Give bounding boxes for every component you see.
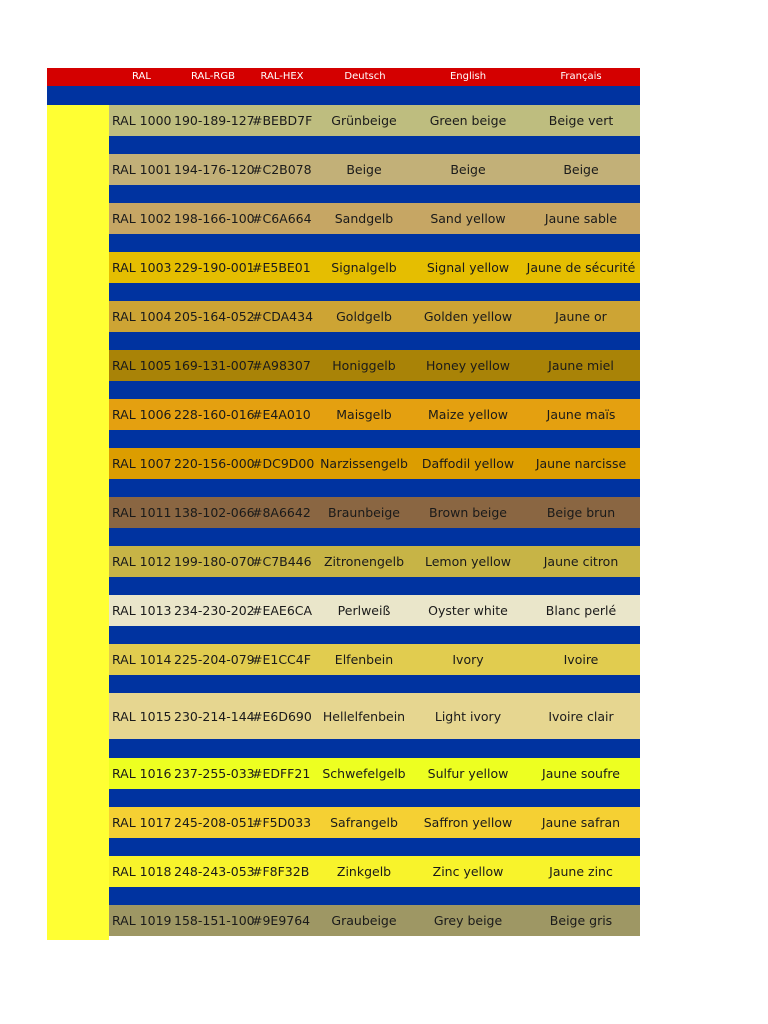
table-row xyxy=(109,693,640,739)
cell-english: Sulfur yellow xyxy=(427,766,509,781)
cell-francais: Jaune narcisse xyxy=(535,456,627,471)
cell-deutsch: Goldgelb xyxy=(336,309,392,324)
cell-english: Lemon yellow xyxy=(424,554,512,569)
cell-rgb: 169-131-007 xyxy=(174,358,255,373)
separator-band xyxy=(109,675,640,693)
cell-deutsch: Graubeige xyxy=(331,913,397,928)
cell-deutsch: Sandgelb xyxy=(334,211,394,226)
cell-ral: RAL 1012 xyxy=(112,554,172,569)
cell-francais: Jaune soufre xyxy=(542,766,620,781)
cell-hex: #E5BE01 xyxy=(252,260,311,275)
cell-english: Brown beige xyxy=(429,505,507,520)
cell-rgb: 198-166-100 xyxy=(174,211,255,226)
header-hex: RAL-HEX xyxy=(260,71,304,82)
cell-english: Saffron yellow xyxy=(423,815,513,830)
separator-band xyxy=(109,887,640,905)
cell-hex: #EDFF21 xyxy=(252,766,311,781)
cell-ral: RAL 1003 xyxy=(112,260,172,275)
separator-band xyxy=(47,86,640,105)
cell-ral: RAL 1013 xyxy=(112,603,172,618)
cell-rgb: 228-160-016 xyxy=(174,407,255,422)
cell-ral: RAL 1007 xyxy=(112,456,172,471)
cell-francais: Beige xyxy=(563,162,599,177)
cell-deutsch: Perlweiß xyxy=(337,603,391,618)
table-row xyxy=(109,399,640,430)
cell-ral: RAL 1014 xyxy=(112,652,172,667)
cell-ral: RAL 1019 xyxy=(112,913,172,928)
cell-rgb: 194-176-120 xyxy=(174,162,255,177)
cell-ral: RAL 1015 xyxy=(112,708,172,724)
table-row xyxy=(109,546,640,577)
cell-francais: Beige brun xyxy=(546,505,616,520)
cell-ral: RAL 1016 xyxy=(112,766,172,781)
header-francais: Français xyxy=(560,71,602,82)
cell-deutsch: Elfenbein xyxy=(334,652,394,667)
separator-band xyxy=(109,430,640,448)
cell-deutsch: Beige xyxy=(346,162,382,177)
table-row xyxy=(109,350,640,381)
table-row xyxy=(109,448,640,479)
header-deutsch: Deutsch xyxy=(344,71,386,82)
cell-hex: #A98307 xyxy=(252,358,311,373)
cell-english: Sand yellow xyxy=(430,211,506,226)
table-row xyxy=(109,301,640,332)
cell-francais: Jaune citron xyxy=(543,554,619,569)
cell-francais: Beige gris xyxy=(549,913,613,928)
cell-rgb: 229-190-001 xyxy=(174,260,255,275)
separator-band xyxy=(109,479,640,497)
separator-band xyxy=(109,234,640,252)
cell-english: Light ivory xyxy=(434,708,502,724)
cell-rgb: 190-189-127 xyxy=(174,113,255,128)
separator-band xyxy=(109,577,640,595)
cell-francais: Jaune miel xyxy=(548,358,614,373)
cell-hex: #8A6642 xyxy=(252,505,311,520)
cell-english: Ivory xyxy=(452,652,484,667)
cell-english: Golden yellow xyxy=(423,309,513,324)
cell-english: Oyster white xyxy=(428,603,508,618)
cell-hex: #E4A010 xyxy=(252,407,311,422)
cell-hex: #C6A664 xyxy=(252,211,312,226)
cell-english: Beige xyxy=(450,162,486,177)
header-english: English xyxy=(449,71,487,82)
cell-ral: RAL 1000 xyxy=(112,113,172,128)
separator-band xyxy=(109,381,640,399)
cell-hex: #C7B446 xyxy=(252,554,312,569)
separator-band xyxy=(109,626,640,644)
cell-english: Honey yellow xyxy=(426,358,510,373)
header-ral: RAL xyxy=(132,71,151,82)
cell-rgb: 220-156-000 xyxy=(174,456,255,471)
cell-english: Zinc yellow xyxy=(432,864,504,879)
table-row xyxy=(109,203,640,234)
cell-rgb: 158-151-100 xyxy=(174,913,255,928)
cell-deutsch: Zinkgelb xyxy=(336,864,392,879)
cell-deutsch: Hellelfenbein xyxy=(322,708,406,724)
table-row xyxy=(109,154,640,185)
cell-rgb: 230-214-144 xyxy=(174,708,255,724)
cell-francais: Beige vert xyxy=(548,113,614,128)
cell-ral: RAL 1011 xyxy=(112,505,172,520)
cell-francais: Jaune de sécurité xyxy=(526,260,636,275)
header-rgb: RAL-RGB xyxy=(191,71,235,82)
separator-band xyxy=(109,136,640,154)
cell-francais: Ivoire clair xyxy=(548,708,614,724)
cell-deutsch: Schwefelgelb xyxy=(322,766,406,781)
table-row xyxy=(109,856,640,887)
cell-deutsch: Braunbeige xyxy=(328,505,400,520)
cell-francais: Jaune sable xyxy=(544,211,618,226)
cell-english: Grey beige xyxy=(433,913,503,928)
cell-deutsch: Zitronengelb xyxy=(323,554,405,569)
cell-ral: RAL 1004 xyxy=(112,309,172,324)
cell-english: Green beige xyxy=(429,113,507,128)
cell-ral: RAL 1001 xyxy=(112,162,172,177)
cell-rgb: 199-180-070 xyxy=(174,554,255,569)
table-row xyxy=(109,758,640,789)
cell-hex: #C2B078 xyxy=(252,162,312,177)
cell-rgb: 245-208-051 xyxy=(174,815,255,830)
separator-band xyxy=(109,838,640,856)
table-row xyxy=(109,905,640,936)
separator-band xyxy=(109,739,640,758)
cell-rgb: 237-255-033 xyxy=(174,766,255,781)
table-row xyxy=(109,807,640,838)
cell-francais: Ivoire xyxy=(563,652,599,667)
cell-francais: Blanc perlé xyxy=(545,603,617,618)
cell-rgb: 225-204-079 xyxy=(174,652,255,667)
side-strip xyxy=(47,105,109,940)
cell-ral: RAL 1002 xyxy=(112,211,172,226)
cell-francais: Jaune zinc xyxy=(549,864,613,879)
header-row xyxy=(47,68,640,86)
cell-rgb: 205-164-052 xyxy=(174,309,255,324)
cell-rgb: 248-243-053 xyxy=(174,864,255,879)
cell-hex: #BEBD7F xyxy=(252,113,313,128)
cell-deutsch: Grünbeige xyxy=(331,113,397,128)
cell-hex: #E1CC4F xyxy=(252,652,311,667)
cell-hex: #9E9764 xyxy=(252,913,311,928)
cell-hex: #EAE6CA xyxy=(252,603,313,618)
separator-band xyxy=(109,528,640,546)
cell-francais: Jaune or xyxy=(555,309,607,324)
cell-english: Daffodil yellow xyxy=(421,456,515,471)
separator-band xyxy=(109,185,640,203)
cell-francais: Jaune maïs xyxy=(546,407,616,422)
table-row xyxy=(109,497,640,528)
cell-ral: RAL 1017 xyxy=(112,815,172,830)
cell-rgb: 234-230-202 xyxy=(174,603,255,618)
cell-hex: #F5D033 xyxy=(252,815,312,830)
cell-ral: RAL 1006 xyxy=(112,407,172,422)
cell-ral: RAL 1005 xyxy=(112,358,172,373)
cell-hex: #E6D690 xyxy=(252,708,312,724)
table-row xyxy=(109,105,640,136)
cell-ral: RAL 1018 xyxy=(112,864,172,879)
cell-deutsch: Signalgelb xyxy=(331,260,397,275)
cell-deutsch: Safrangelb xyxy=(330,815,398,830)
cell-deutsch: Honiggelb xyxy=(332,358,396,373)
cell-deutsch: Maisgelb xyxy=(336,407,392,422)
separator-band xyxy=(109,789,640,807)
table-row xyxy=(109,644,640,675)
separator-band xyxy=(109,332,640,350)
cell-english: Signal yellow xyxy=(426,260,510,275)
cell-hex: #DC9D00 xyxy=(252,456,315,471)
separator-band xyxy=(109,283,640,301)
cell-francais: Jaune safran xyxy=(541,815,621,830)
cell-hex: #F8F32B xyxy=(252,864,310,879)
cell-deutsch: Narzissengelb xyxy=(320,456,408,471)
table-row xyxy=(109,595,640,626)
table-row xyxy=(109,252,640,283)
cell-hex: #CDA434 xyxy=(252,309,314,324)
cell-rgb: 138-102-066 xyxy=(174,505,255,520)
cell-english: Maize yellow xyxy=(427,407,509,422)
